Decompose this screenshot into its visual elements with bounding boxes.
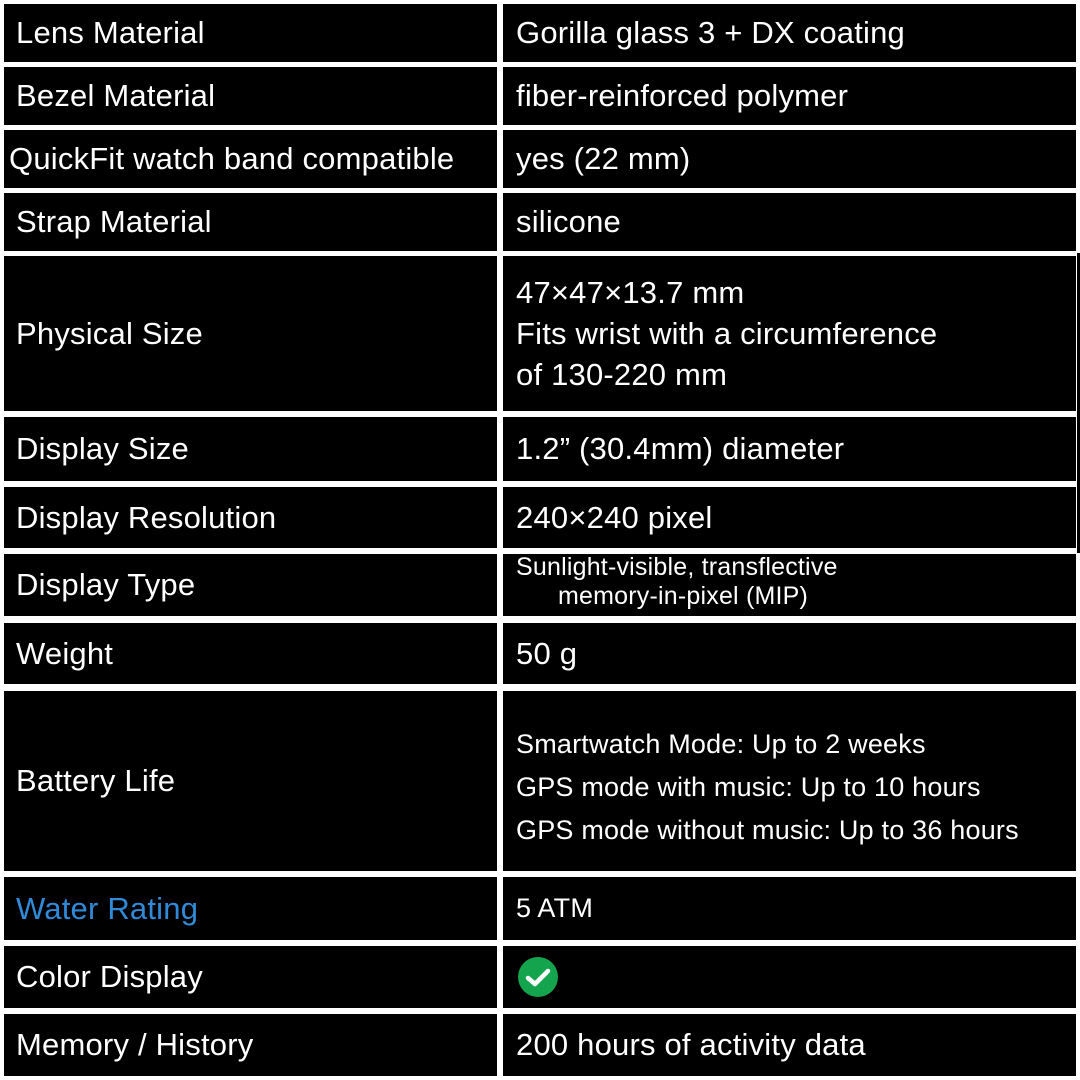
spec-value [503,946,1076,1008]
spec-value [503,256,1076,411]
spec-label: Color Display [4,946,497,1008]
spec-row-battery-life [0,691,1080,871]
spec-row-strap-material [0,193,1080,251]
spec-value: yes (22 mm) [503,130,1076,188]
spec-row-display-type [0,554,1080,616]
spec-value-line: of 130-220 mm [516,357,728,392]
spec-value: Gorilla glass 3 + DX coating [503,4,1076,62]
spec-value: 50 g [503,623,1076,684]
spec-row-bezel-material [0,67,1080,125]
spec-row-memory-history [0,1014,1080,1076]
spec-value [503,554,1076,616]
spec-row-weight [0,623,1080,684]
spec-row-color-display [0,946,1080,1008]
spec-row-water-rating [0,877,1080,940]
spec-label: Lens Material [4,4,497,62]
spec-value [503,691,1076,871]
spec-label: QuickFit watch band compatible [4,130,497,188]
spec-row-display-resolution [0,487,1080,548]
spec-value: 1.2” (30.4mm) diameter [503,417,1076,481]
spec-value: fiber-reinforced polymer [503,67,1076,125]
spec-label: Weight [4,623,497,684]
spec-row-display-size [0,417,1080,481]
spec-label: Display Resolution [4,487,497,548]
spec-label: Memory / History [4,1014,497,1076]
checkmark-circle-icon [518,957,558,997]
spec-value: 5 ATM [503,877,1076,940]
spec-row-lens-material [0,4,1080,62]
spec-label: Physical Size [4,256,497,411]
spec-value-line: Fits wrist with a circumference [516,316,938,351]
spec-value-line: memory-in-pixel (MIP) [558,582,809,610]
spec-label: Display Size [4,417,497,481]
spec-value: silicone [503,193,1076,251]
spec-value-line: Sunlight-visible, transflective [516,554,838,581]
spec-value-line: GPS mode without music: Up to 36 hours [516,814,1019,845]
spec-label: Battery Life [4,691,497,871]
spec-value-line: GPS mode with music: Up to 10 hours [516,771,981,802]
spec-value: 200 hours of activity data [503,1014,1076,1076]
spec-value: 240×240 pixel [503,487,1076,548]
spec-label: Strap Material [4,193,497,251]
spec-value-line: 47×47×13.7 mm [516,275,745,310]
spec-label: Display Type [4,554,497,616]
spec-label: Bezel Material [4,67,497,125]
water-rating-link[interactable]: Water Rating [4,877,497,940]
spec-row-quickfit [0,130,1080,188]
spec-row-physical-size [0,256,1080,411]
spec-value-line: Smartwatch Mode: Up to 2 weeks [516,728,926,759]
